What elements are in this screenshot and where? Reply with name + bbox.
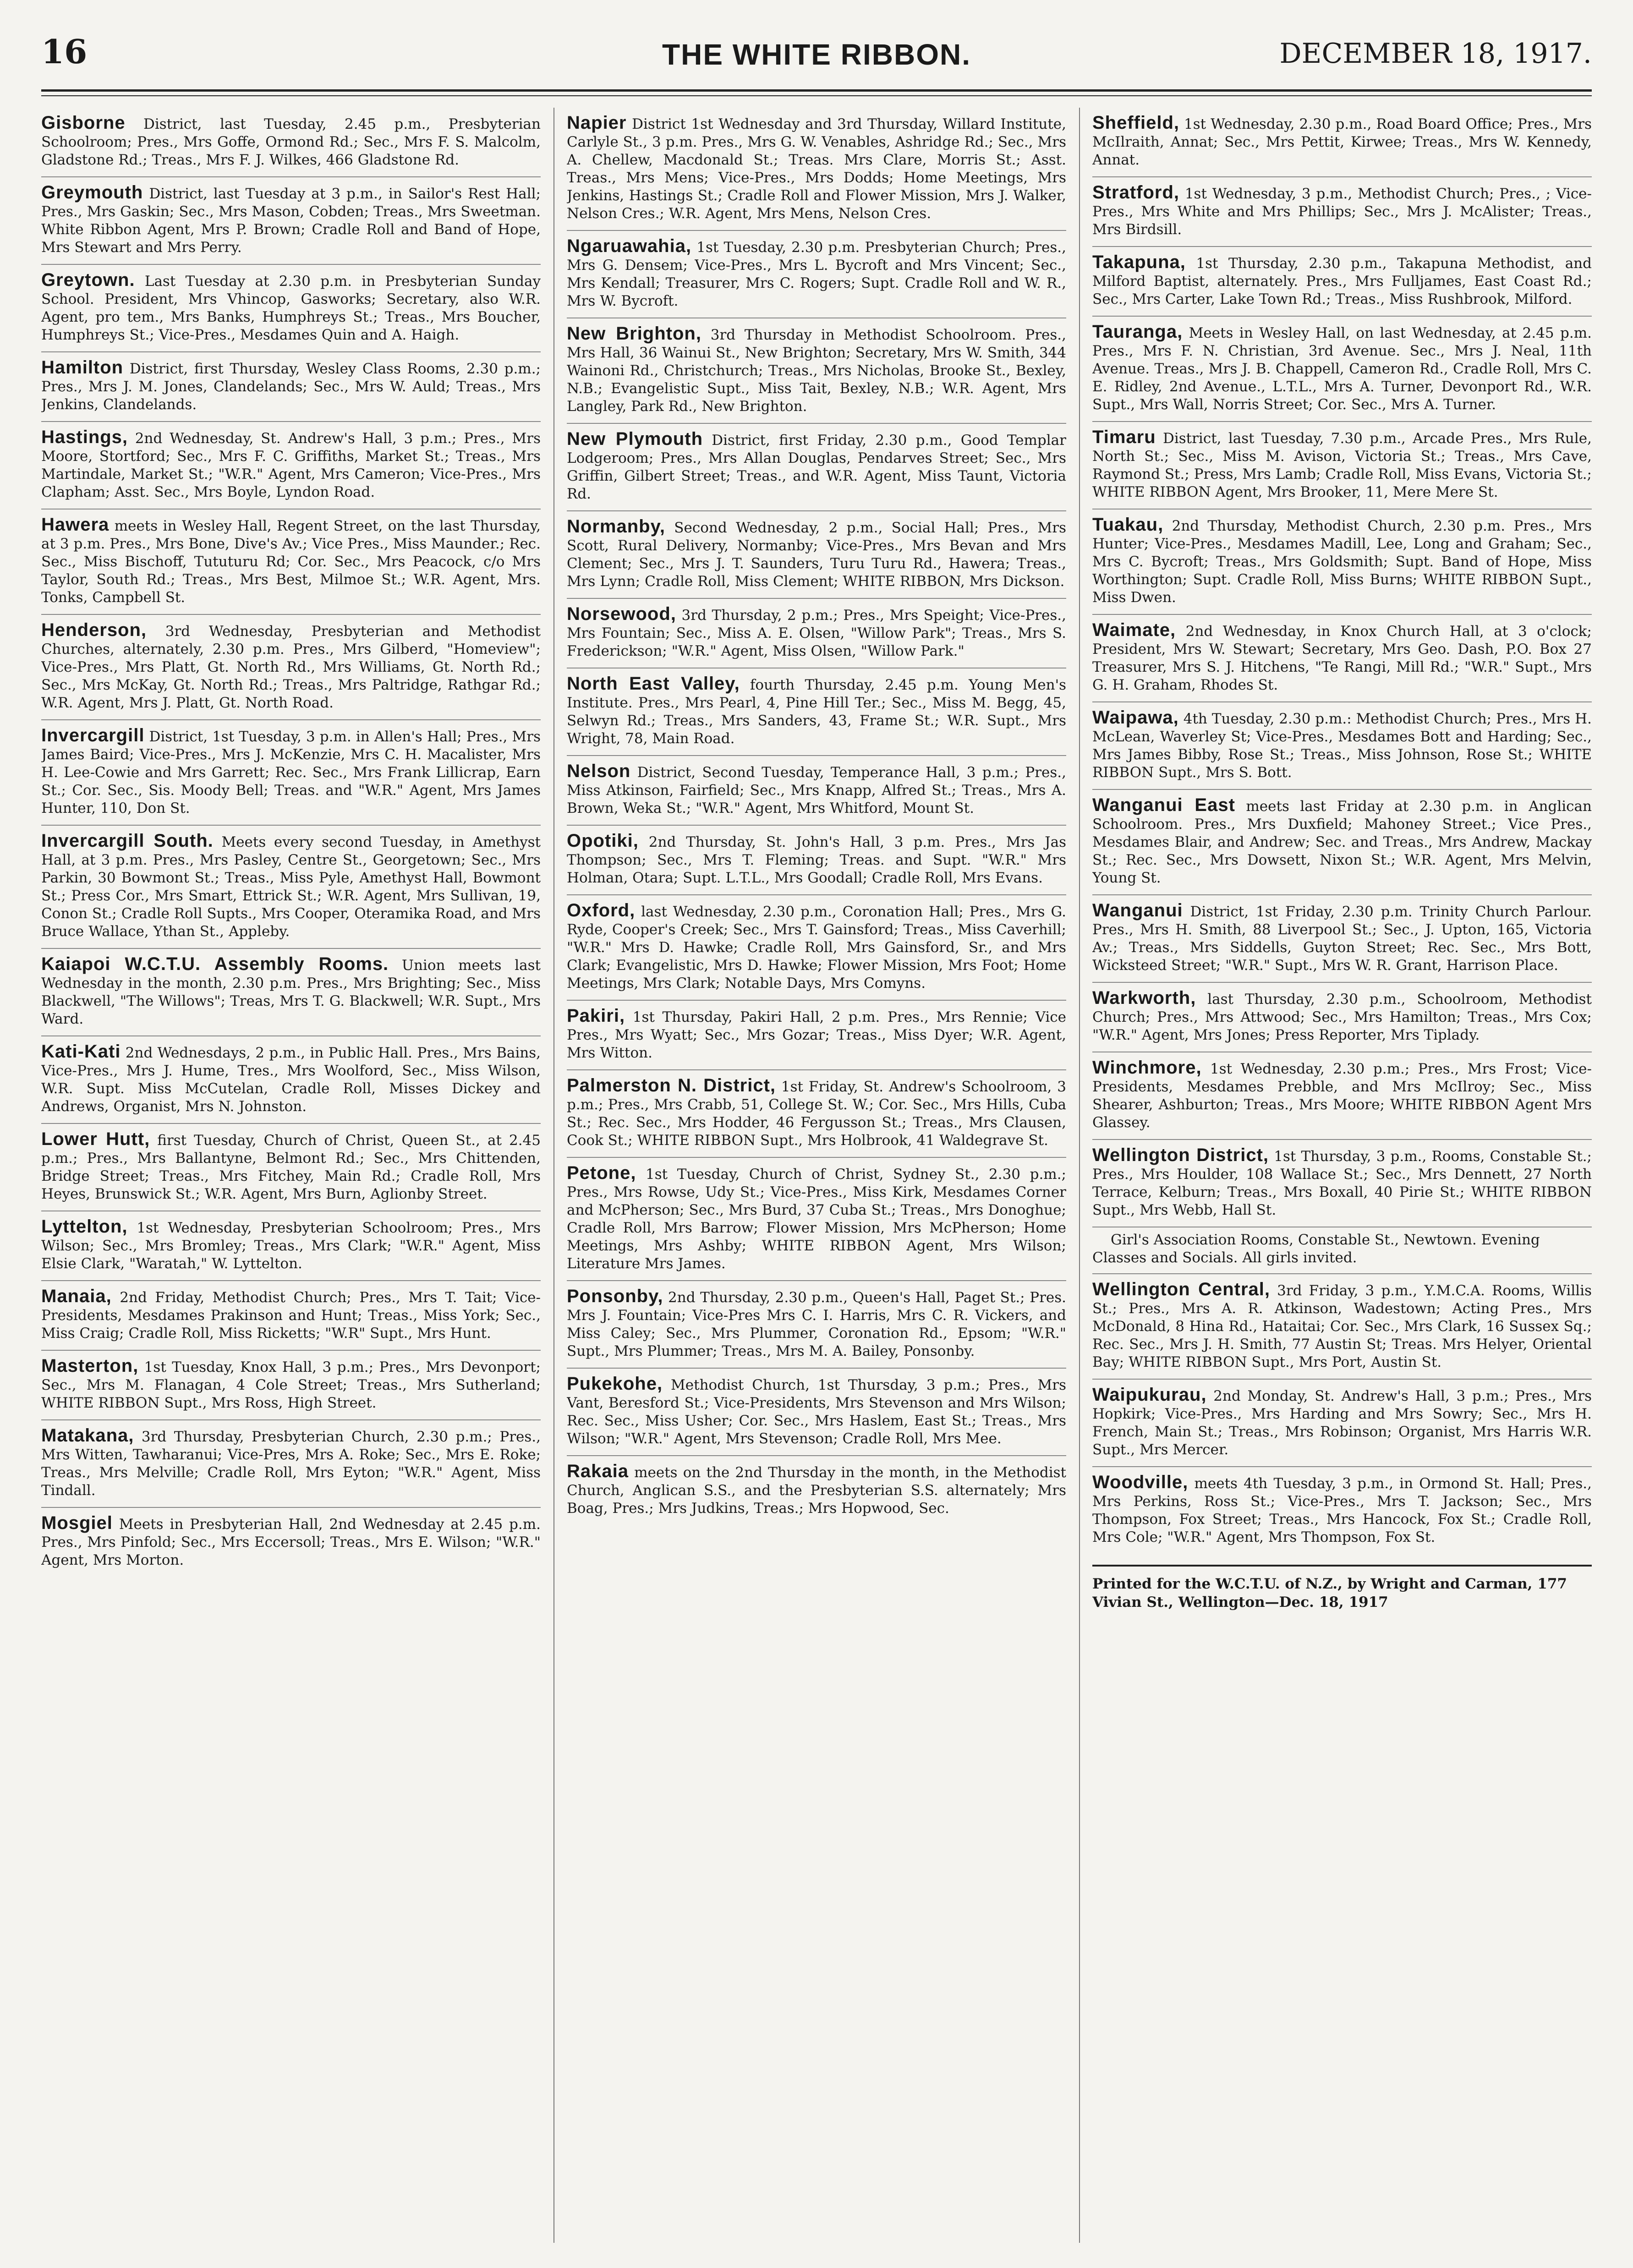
branch-details: meets in Wesley Hall, Regent Street, on the last Thursday, at 3 p.m. Pres., Mrs Bone, Dive's Av.; Vice Pres., Miss Maunder.; Rec. Sec., Miss Bischoff, Tututuru Rd; Cor. Sec., Mrs Peacock, c/o Mrs Taylor, South Rd.; Treas., Mrs Best, Milmoe St.; W.R. Agent, Mrs. Tonks, Campbell St. bbox=[41, 518, 541, 606]
branch-name: Waipukurau, bbox=[1092, 1385, 1207, 1405]
branch-name: Opotiki, bbox=[567, 831, 639, 851]
branch-entry bbox=[567, 1070, 1066, 1158]
branch-name: Hastings, bbox=[41, 427, 128, 447]
branch-entry bbox=[567, 1369, 1066, 1456]
branch-details: 1st Wednesday, 2.30 p.m., Road Board Office; Pres., Mrs McIlraith, Annat; Sec., Mrs Pettit, Kirwee; Treas., Mrs W. Kennedy, Annat. bbox=[1092, 116, 1592, 168]
branch-entry bbox=[567, 895, 1066, 1001]
branch-name: Gisborne bbox=[41, 113, 126, 133]
branch-name: Henderson, bbox=[41, 620, 147, 640]
branch-details: fourth Thursday, 2.45 p.m. Young Men's Institute. Pres., Mrs Pearl, 4, Pine Hill Ter.; Sec., Miss M. Begg, 45, Selwyn Rd.; Treas., Mrs Sanders, 43, Frame St.; W.R. Supt., Mrs Wright, 78, Main Road. bbox=[567, 677, 1066, 747]
branch-details: 2nd Wednesday, in Knox Church Hall, at 3 o'clock; President, Mrs W. Stewart; Secretary, Mrs Geo. Dash, P.O. Box 27 Treasurer, Mrs S. J. Hitchens, "Te Rangi, Mill Rd.; "W.R." Supt., Mrs G. H. Graham, Rhodes St. bbox=[1092, 623, 1592, 693]
branch-entry bbox=[1092, 1227, 1592, 1274]
header-rule-thin bbox=[41, 95, 1592, 96]
branch-entry bbox=[1092, 1380, 1592, 1467]
branch-name: Stratford, bbox=[1092, 182, 1179, 203]
branch-entry bbox=[567, 511, 1066, 599]
branch-details: District, 1st Friday, 2.30 p.m. Trinity Church Parlour. Pres., Mrs H. Smith, 88 Liverpool St.; Sec., J. Upton, 165, Victoria Av.; Treas., Mrs Siddells, Guyton Street; Rec. Sec., Mrs Bott, Wicksteed Street; "W.R." Supt., Mrs W. R. Grant, Harrison Place. bbox=[1092, 904, 1592, 974]
branch-name: Waimate, bbox=[1092, 620, 1176, 640]
branch-entry bbox=[567, 1001, 1066, 1070]
branch-details: 2nd Friday, Methodist Church; Pres., Mrs T. Tait; Vice-Presidents, Mesdames Prakinson and Hunt; Treas., Miss York; Sec., Miss Craig; Cradle Roll, Miss Ricketts; "W.R" Supt., Mrs Hunt. bbox=[41, 1289, 541, 1342]
branch-name: Hamilton bbox=[41, 357, 124, 378]
branch-entry bbox=[41, 720, 541, 826]
columns-container bbox=[41, 108, 1592, 2243]
branch-entry bbox=[41, 177, 541, 265]
branch-name: Tauranga, bbox=[1092, 322, 1183, 342]
branch-entry bbox=[1092, 1467, 1592, 1554]
branch-name: Petone, bbox=[567, 1163, 636, 1183]
branch-details: Second Wednesday, 2 p.m., Social Hall; Pres., Mrs Scott, Rural Delivery, Normanby; Vice-Pres., Mrs Bevan and Mrs Clement; Sec., Mrs J. T. Saunders, Turu Turu Rd., Hawera; Treas., Mrs Lynn; Cradle Roll, Miss Clement; WHITE RIBBON, Mrs Dickson. bbox=[567, 520, 1066, 590]
branch-details: District, last Tuesday at 3 p.m., in Sailor's Rest Hall; Pres., Mrs Gaskin; Sec., Mrs Mason, Cobden; Treas., Mrs Sweetman. White Ribbon Agent, Mrs P. Brown; Cradle Roll and Band of Hope, Mrs Stewart and Mrs Perry. bbox=[41, 186, 541, 256]
masthead-title: THE WHITE RIBBON. bbox=[662, 38, 971, 71]
branch-entry bbox=[41, 422, 541, 509]
branch-name: Waipawa, bbox=[1092, 707, 1179, 728]
branch-name: Invercargill bbox=[41, 725, 145, 745]
branch-entry bbox=[567, 1281, 1066, 1369]
branch-entry bbox=[1092, 1140, 1592, 1227]
branch-name: Wanganui East bbox=[1092, 795, 1235, 815]
column-divider bbox=[553, 108, 554, 2243]
branch-details: 2nd Wednesday, St. Andrew's Hall, 3 p.m.; Pres., Mrs Moore, Stortford; Sec., Mrs F. C. Griffiths, Market St.; Treas., Mrs Martindale, Market St.; "W.R." Agent, Mrs Cameron; Vice-Pres., Mrs Clapham; Asst. Sec., Mrs Boyle, Lyndon Road. bbox=[41, 430, 541, 500]
branch-details: 3rd Thursday in Methodist Schoolroom. Pres., Mrs Hall, 36 Wainui St., New Brighton; Secretary, Mrs W. Smith, 344 Wainoni Rd., Christchurch; Treas., Mrs Nicholas, Brooke St., Bexley, N.B.; Evangelistic Supt., Miss Tait, Bexley, N.B.; W.R. Agent, Mrs Langley, Park Rd., New Brighton. bbox=[567, 327, 1066, 415]
branch-entry bbox=[567, 599, 1066, 668]
branch-entry bbox=[41, 108, 541, 177]
branch-details: 1st Wednesday, 2.30 p.m.; Pres., Mrs Frost; Vice-Presidents, Mesdames Prebble, and Mrs McIlroy; Sec., Miss Shearer, Ashburton; Treas., Mrs Moore; WHITE RIBBON Agent Mrs Glassey. bbox=[1092, 1061, 1592, 1131]
branch-name: Pakiri, bbox=[567, 1006, 625, 1026]
branch-name: Hawera bbox=[41, 515, 110, 535]
column-2 bbox=[567, 108, 1066, 2243]
branch-details: Meets in Presbyterian Hall, 2nd Wednesday at 2.45 p.m. Pres., Mrs Pinfold; Sec., Mrs Eccersoll; Treas., Mrs E. Wilson; "W.R." Agent, Mrs Morton. bbox=[41, 1516, 541, 1568]
branch-name: Kaiapoi W.C.T.U. Assembly Rooms. bbox=[41, 954, 389, 974]
branch-entry bbox=[567, 826, 1066, 895]
branch-details: Meets in Wesley Hall, on last Wednesday, at 2.45 p.m. Pres., Mrs F. N. Christian, 3rd Avenue. Sec., Mrs J. Neal, 11th Avenue. Treas., Mrs J. B. Chappell, Cameron Rd., Cradle Roll, Mrs C. E. Ridley, 2nd Avenue., L.T.L., Mrs A. Turner, Devonport Rd., W.R. Supt., Mrs Wall, Norris Street; Cor. Sec., Mrs A. Turner. bbox=[1092, 325, 1592, 413]
branch-details: District, first Thursday, Wesley Class Rooms, 2.30 p.m.; Pres., Mrs J. M. Jones, Clandelands; Sec., Mrs W. Auld; Treas., Mrs Jenkins, Clandelands. bbox=[41, 361, 541, 413]
branch-entry bbox=[41, 352, 541, 422]
issue-date: DECEMBER 18, 1917. bbox=[1279, 38, 1592, 70]
branch-name: Winchmore, bbox=[1092, 1057, 1202, 1078]
branch-entry bbox=[41, 1036, 541, 1124]
branch-entry bbox=[1092, 422, 1592, 509]
branch-entry bbox=[567, 108, 1066, 231]
branch-name: Takapuna, bbox=[1092, 252, 1186, 272]
branch-entry bbox=[1092, 317, 1592, 422]
branch-entry bbox=[1092, 108, 1592, 177]
branch-entry bbox=[41, 826, 541, 949]
branch-name: North East Valley, bbox=[567, 674, 740, 694]
column-3 bbox=[1092, 108, 1592, 2243]
branch-name: Manaia, bbox=[41, 1286, 112, 1306]
branch-entry bbox=[567, 1158, 1066, 1281]
branch-details: 1st Thursday, Pakiri Hall, 2 p.m. Pres., Mrs Rennie; Vice Pres., Mrs Wyatt; Sec., Mrs Gozar; Treas., Miss Dyer; W.R. Agent, Mrs Witton. bbox=[567, 1009, 1066, 1061]
branch-name: Normanby, bbox=[567, 516, 665, 537]
branch-name: Kati-Kati bbox=[41, 1041, 121, 1062]
column-1 bbox=[41, 108, 541, 2243]
branch-entry bbox=[41, 265, 541, 352]
column-divider bbox=[1079, 108, 1080, 2243]
branch-details: 1st Thursday, 2.30 p.m., Takapuna Methodist, and Milford Baptist, alternately. Pres., Mrs Fulljames, East Coast Rd.; Sec., Mrs Carter, Lake Town Rd.; Treas., Miss Rushbrook, Milford. bbox=[1092, 255, 1592, 307]
branch-entry bbox=[41, 1420, 541, 1508]
branch-name: Nelson bbox=[567, 761, 631, 781]
branch-name: Ngaruawahia, bbox=[567, 236, 692, 256]
branch-details: 1st Tuesday, 2.30 p.m. Presbyterian Church; Pres., Mrs G. Densem; Vice-Pres., Mrs L. Bycroft and Mrs Vincent; Sec., Mrs Kendall; Treasurer, Mrs C. Rogers; Supt. Cradle Roll and W. R., Mrs W. Bycroft. bbox=[567, 239, 1066, 309]
branch-entry bbox=[41, 1508, 541, 1577]
branch-details: Union meets last Wednesday in the month, 2.30 p.m. Pres., Mrs Brighting; Sec., Miss Blackwell, "The Willows"; Treas, Mrs T. G. Blackwell; W.R. Supt., Mrs Ward. bbox=[41, 957, 541, 1027]
branch-entry bbox=[1092, 247, 1592, 317]
branch-details: District, first Friday, 2.30 p.m., Good Templar Lodgeroom; Pres., Mrs Allan Douglas, Pendarves Street; Sec., Mrs Griffin, Gilbert Street; Treas., and W.R. Agent, Miss Taunt, Victoria Rd. bbox=[567, 432, 1066, 502]
branch-details: last Thursday, 2.30 p.m., Schoolroom, Methodist Church; Pres., Mrs Attwood; Sec., Mrs Hamilton; Treas., Mrs Cox; "W.R." Agent, Mrs Jones; Press Reporter, Mrs Tiplady. bbox=[1092, 991, 1592, 1043]
branch-name: New Brighton, bbox=[567, 323, 701, 344]
branch-entry bbox=[41, 509, 541, 615]
branch-name: Lower Hutt, bbox=[41, 1129, 150, 1149]
branch-name: Masterton, bbox=[41, 1356, 139, 1376]
branch-entry bbox=[1092, 790, 1592, 895]
branch-details: 3rd Thursday, Presbyterian Church, 2.30 p.m.; Pres., Mrs Witten, Tawharanui; Vice-Pres, Mrs A. Roke; Sec., Mrs E. Roke; Treas., Mrs Melville; Cradle Roll, Mrs Eyton; "W.R." Agent, Miss Tindall. bbox=[41, 1429, 541, 1499]
branch-name: Woodville, bbox=[1092, 1472, 1189, 1492]
branch-entry bbox=[1092, 983, 1592, 1052]
branch-details: 1st Tuesday, Church of Christ, Sydney St., 2.30 p.m.; Pres., Mrs Rowse, Udy St.; Vice-Pres., Miss Kirk, Mesdames Corner and McPherson; Sec., Mrs Burd, 37 Cuba St.; Treas., Mrs Donoghue; Cradle Roll, Mrs Barrow; Flower Mission, Mrs McPherson; Home Meetings, Mrs Ashby; WHITE RIBBON Agent, Mrs Wilson; Literature Mrs James. bbox=[567, 1166, 1066, 1272]
branch-name: Greymouth bbox=[41, 182, 143, 203]
branch-entry bbox=[41, 949, 541, 1036]
branch-name: Sheffield, bbox=[1092, 113, 1180, 133]
branch-details: 2nd Thursday, Methodist Church, 2.30 p.m. Pres., Mrs Hunter; Vice-Pres., Mesdames Madill, Lee, Long and Graham; Sec., Mrs C. Bycroft; Treas., Mrs Goldsmith; Supt. Band of Hope, Miss Worthington; Supt. Cradle Roll, Miss Burns; WHITE RIBBON Supt., Miss Dwen. bbox=[1092, 518, 1592, 606]
branch-details: 2nd Monday, St. Andrew's Hall, 3 p.m.; Pres., Mrs Hopkirk; Vice-Pres., Mrs Harding and Mrs Sowry; Sec., Mrs H. French, Main St.; Treas., Mrs Robinson; Organist, Mrs Harris W.R. Supt., Mrs Mercer. bbox=[1092, 1388, 1592, 1458]
branch-entry bbox=[567, 318, 1066, 424]
branch-name: Palmerston N. District, bbox=[567, 1075, 776, 1096]
branch-details: 2nd Wednesdays, 2 p.m., in Public Hall. Pres., Mrs Bains, Vice-Pres., Mrs J. Hume, Tres., Mrs Woolford, Sec., Miss Wilson, W.R. Supt. Miss McCutelan, Cradle Roll, Misses Dickey and Andrews, Organist, Mrs N. Johnston. bbox=[41, 1045, 541, 1115]
branch-entry bbox=[1092, 509, 1592, 615]
branch-details: 1st Friday, St. Andrew's Schoolroom, 3 p.m.; Pres., Mrs Crabb, 51, College St. W.; Cor. Sec., Mrs Hills, Cuba St.; Rec. Sec., Mrs Hodder, 46 Fergusson St.; Treas., Mrs Clausen, Cook St.; WHITE RIBBON Supt., Mrs Holbrook, 41 Waldegrave St. bbox=[567, 1079, 1066, 1149]
branch-details: 1st Wednesday, Presbyterian Schoolroom; Pres., Mrs Wilson; Sec., Mrs Bromley; Treas., Mrs Clark; "W.R." Agent, Miss Elsie Clark, "Waratah," W. Lyttelton. bbox=[41, 1220, 541, 1272]
branch-name: Invercargill South. bbox=[41, 831, 214, 851]
branch-entry bbox=[1092, 702, 1592, 790]
branch-entry bbox=[1092, 1052, 1592, 1140]
branch-details: 2nd Thursday, St. John's Hall, 3 p.m. Pres., Mrs Jas Thompson; Sec., Mrs T. Fleming; Treas. and Supt. "W.R." Mrs Holman, Otara; Supt. L.T.L., Mrs Goodall; Cradle Roll, Mrs Evans. bbox=[567, 834, 1066, 886]
branch-entry bbox=[1092, 615, 1592, 702]
branch-name: Greytown. bbox=[41, 270, 135, 290]
branch-entry bbox=[41, 1351, 541, 1420]
branch-name: New Plymouth bbox=[567, 429, 703, 449]
branch-entry bbox=[567, 756, 1066, 826]
branch-entry bbox=[567, 1456, 1066, 1525]
branch-entry bbox=[1092, 1274, 1592, 1380]
page-header bbox=[41, 27, 1592, 82]
branch-name: Lyttelton, bbox=[41, 1216, 128, 1237]
branch-details: 1st Thursday, 3 p.m., Rooms, Constable St.; Pres., Mrs Houlder, 108 Wallace St.; Sec., Mrs Dennett, 27 North Terrace, Kelburn; Treas., Mrs Boxall, 40 Pirie St.; WHITE RIBBON Supt., Mrs Webb, Hall St. bbox=[1092, 1148, 1592, 1218]
branch-name: Napier bbox=[567, 113, 627, 133]
branch-details: meets 4th Tuesday, 3 p.m., in Ormond St. Hall; Pres., Mrs Perkins, Ross St.; Vice-Pres., Mrs T. Jackson; Sec., Mrs Thompson, Fox Street; Treas., Mrs Hancock, Fox St.; Cradle Roll, Mrs Cole; "W.R." Agent, Mrs Thompson, Fox St. bbox=[1092, 1475, 1592, 1545]
branch-details: District, last Tuesday, 2.45 p.m., Presbyterian Schoolroom; Pres., Mrs Goffe, Ormond Rd.; Sec., Mrs F. S. Malcolm, Gladstone Rd.; Treas., Mrs F. J. Wilkes, 466 Gladstone Rd. bbox=[41, 116, 541, 168]
branch-name: Tuakau, bbox=[1092, 515, 1164, 535]
branch-details: 4th Tuesday, 2.30 p.m.: Methodist Church; Pres., Mrs H. McLean, Waverley St; Vice-Pres., Mesdames Bott and Harding; Sec., Mrs James Bibby, Rose St.; Treas., Miss Johnson, Rose St.; WHITE RIBBON Supt., Mrs S. Bott. bbox=[1092, 711, 1592, 781]
branch-details: District, last Tuesday, 7.30 p.m., Arcade Pres., Mrs Rule, North St.; Sec., Miss M. Avison, Victoria St.; Treas., Mrs Cave, Raymond St.; Press, Mrs Lamb; Cradle Roll, Miss Evans, Victoria St.; WHITE RIBBON Agent, Mrs Brooker, 11, Mere Mere St. bbox=[1092, 430, 1592, 500]
branch-details: 3rd Wednesday, Presbyterian and Methodist Churches, alternately, 2.30 p.m. Pres., Mrs Gilberd, "Homeview"; Vice-Pres., Mrs Platt, Gt. North Rd., Mrs Williams, Gt. North Rd.; Sec., Mrs McKay, Gt. North Rd.; Treas., Mrs Paltridge, Rathgar Rd.; W.R. Agent, Mrs J. Platt, Gt. North Road. bbox=[41, 623, 541, 711]
branch-entry bbox=[567, 424, 1066, 511]
printer-imprint: Printed for the W.C.T.U. of N.Z., by Wright and Carman, 177 Vivian St., Wellington—Dec. 18, 1917 bbox=[1092, 1565, 1592, 1611]
branch-name: Timaru bbox=[1092, 427, 1156, 447]
branch-entry bbox=[41, 1211, 541, 1281]
branch-entry bbox=[41, 615, 541, 720]
branch-details: last Wednesday, 2.30 p.m., Coronation Hall; Pres., Mrs G. Ryde, Cooper's Creek; Sec., Mrs T. Gainsford; Treas., Miss Caverhill; "W.R." Mrs D. Hawke; Cradle Roll, Mrs Gainsford, Sr., and Mrs Clark; Evangelistic, Mrs D. Hawke; Flower Mission, Mrs Foot; Home Meetings, Mrs Clark; Notable Days, Mrs Comyns. bbox=[567, 904, 1066, 992]
branch-name: Wellington District, bbox=[1092, 1145, 1269, 1165]
branch-entry bbox=[567, 668, 1066, 756]
branch-details: District, 1st Tuesday, 3 p.m. in Allen's Hall; Pres., Mrs James Baird; Vice-Pres., Mrs J. McKenzie, Mrs C. H. Macalister, Mrs H. Lee-Cowie and Mrs Garrett; Rec. Sec., Mrs Frank Lillicrap, Earn St.; Cor. Sec., Sis. Moody Bell; Treas. and "W.R." Agent, Mrs James Hunter, 110, Don St. bbox=[41, 729, 541, 816]
branch-details: Methodist Church, 1st Thursday, 3 p.m.; Pres., Mrs Vant, Beresford St.; Vice-Presidents, Mrs Stevenson and Mrs Wilson; Rec. Sec., Miss Usher; Cor. Sec., Mrs Haslem, East St.; Treas., Mrs Wilson; "W.R." Agent, Mrs Stevenson; Cradle Roll, Mrs Mee. bbox=[567, 1377, 1066, 1447]
branch-details: District 1st Wednesday and 3rd Thursday, Willard Institute, Carlyle St., 3 p.m. Pres., Mrs G. W. Venables, Ashridge Rd.; Sec., Mrs A. Chellew, Macdonald St.; Treas. Mrs Clare, Morris St.; Asst. Treas., Mrs Mens; Vice-Pres., Mrs Dodds; Home Meetings, Mrs Jenkins, Hastings St.; Cradle Roll and Flower Mission, Mrs J. Walker, Nelson Cres.; W.R. Agent, Mrs Mens, Nelson Cres. bbox=[567, 116, 1066, 222]
branch-name: Oxford, bbox=[567, 900, 636, 920]
branch-entry bbox=[1092, 895, 1592, 983]
branch-entry bbox=[41, 1281, 541, 1351]
branch-name: Wanganui bbox=[1092, 900, 1183, 920]
page-number: 16 bbox=[41, 32, 88, 71]
branch-name: Norsewood, bbox=[567, 604, 676, 624]
branch-details: Last Tuesday at 2.30 p.m. in Presbyterian Sunday School. President, Mrs Vhincop, Gasworks; Secretary, also W.R. Agent, pro tem., Mrs Banks, Humphreys St.; Treas., Mrs Boucher, Humphreys St.; Vice-Pres., Mesdames Quin and A. Haigh. bbox=[41, 273, 541, 343]
branch-name: Matakana, bbox=[41, 1425, 134, 1446]
branch-entry bbox=[1092, 177, 1592, 247]
branch-name: Rakaia bbox=[567, 1461, 629, 1481]
branch-details: 2nd Thursday, 2.30 p.m., Queen's Hall, Paget St.; Pres. Mrs J. Fountain; Vice-Pres Mrs C. I. Harris, Mrs C. R. Vickers, and Miss Caley; Sec., Mrs Plummer, Coronation Rd., Epsom; "W.R." Supt., Mrs Plummer; Treas., Mrs M. A. Bailey, Ponsonby. bbox=[567, 1289, 1066, 1359]
branch-details: first Tuesday, Church of Christ, Queen St., at 2.45 p.m.; Pres., Mrs Ballantyne, Belmont Rd.; Sec., Mrs Chittenden, Bridge Street; Treas., Mrs Fitchey, Main Rd.; Cradle Roll, Mrs Heyes, Brunswick St.; W.R. Agent, Mrs Burn, Aglionby Street. bbox=[41, 1132, 541, 1202]
branch-details: 3rd Thursday, 2 p.m.; Pres., Mrs Speight; Vice-Pres., Mrs Fountain; Sec., Miss A. E. Olsen, "Willow Park"; Treas., Mrs S. Frederickson; "W.R." Agent, Miss Olsen, "Willow Park." bbox=[567, 607, 1066, 659]
branch-details: meets on the 2nd Thursday in the month, in the Methodist Church, Anglican S.S., and the Presbyterian S.S. alternately; Mrs Boag, Pres.; Mrs Judkins, Treas.; Mrs Hopwood, Sec. bbox=[567, 1464, 1066, 1517]
branch-entry bbox=[41, 1124, 541, 1211]
branch-details: 3rd Friday, 3 p.m., Y.M.C.A. Rooms, Willis St.; Pres., Mrs A. R. Atkinson, Wadestown; Acting Pres., Mrs McDonald, 8 Hina Rd., Hataitai; Cor. Sec., Mrs Clark, 16 Sussex Sq.; Rec. Sec., Mrs J. H. Smith, 77 Austin St; Treas. Mrs Helyer, Oriental Bay; WHITE RIBBON Supt., Mrs Port, Austin St. bbox=[1092, 1282, 1592, 1370]
branch-name: Warkworth, bbox=[1092, 988, 1196, 1008]
branch-details: 1st Tuesday, Knox Hall, 3 p.m.; Pres., Mrs Devonport; Sec., Mrs M. Flanagan, 4 Cole Street; Treas., Mrs Sutherland; WHITE RIBBON Supt., Mrs Ross, High Street. bbox=[41, 1359, 541, 1411]
branch-name: Pukekohe, bbox=[567, 1374, 663, 1394]
header-rule bbox=[41, 89, 1592, 92]
branch-details: District, Second Tuesday, Temperance Hall, 3 p.m.; Pres., Miss Atkinson, Fairfield; Sec., Mrs Knapp, Alfred St.; Treas., Mrs A. Brown, Weka St.; "W.R." Agent, Mrs Whitford, Mount St. bbox=[567, 764, 1066, 816]
branch-name: Mosgiel bbox=[41, 1513, 113, 1533]
branch-name: Wellington Central, bbox=[1092, 1279, 1270, 1299]
branch-name: Ponsonby, bbox=[567, 1286, 663, 1306]
branch-details: 1st Wednesday, 3 p.m., Methodist Church; Pres., ; Vice-Pres., Mrs White and Mrs Phillips; Sec., Mrs J. McAlister; Treas., Mrs Birdsill. bbox=[1092, 186, 1592, 238]
branch-details: meets last Friday at 2.30 p.m. in Anglican Schoolroom. Pres., Mrs Duxfield; Mahoney Street.; Vice Pres., Mesdames Blair, and Andrew; Sec. and Treas., Mrs Andrew, Mackay St.; Rec. Sec., Mrs Dowsett, Nixon St.; W.R. Agent, Mrs Melvin, Young St. bbox=[1092, 798, 1592, 886]
branch-details: Girl's Association Rooms, Constable St., Newtown. Evening Classes and Socials. All girls invited. bbox=[1092, 1232, 1540, 1266]
branch-details: Meets every second Tuesday, in Amethyst Hall, at 3 p.m. Pres., Mrs Pasley, Centre St., Georgetown; Sec., Mrs Parkin, 30 Bowmont St.; Treas., Miss Pyle, Amethyst Hall, Bowmont St.; Press Cor., Mrs Smart, Ettrick St.; W.R. Agent, Mrs Sullivan, 19, Conon St.; Cradle Roll Supts., Mrs Cooper, Oteramika Road, and Mrs Bruce Wallace, Ythan St., Appleby. bbox=[41, 834, 541, 940]
branch-entry bbox=[567, 231, 1066, 318]
